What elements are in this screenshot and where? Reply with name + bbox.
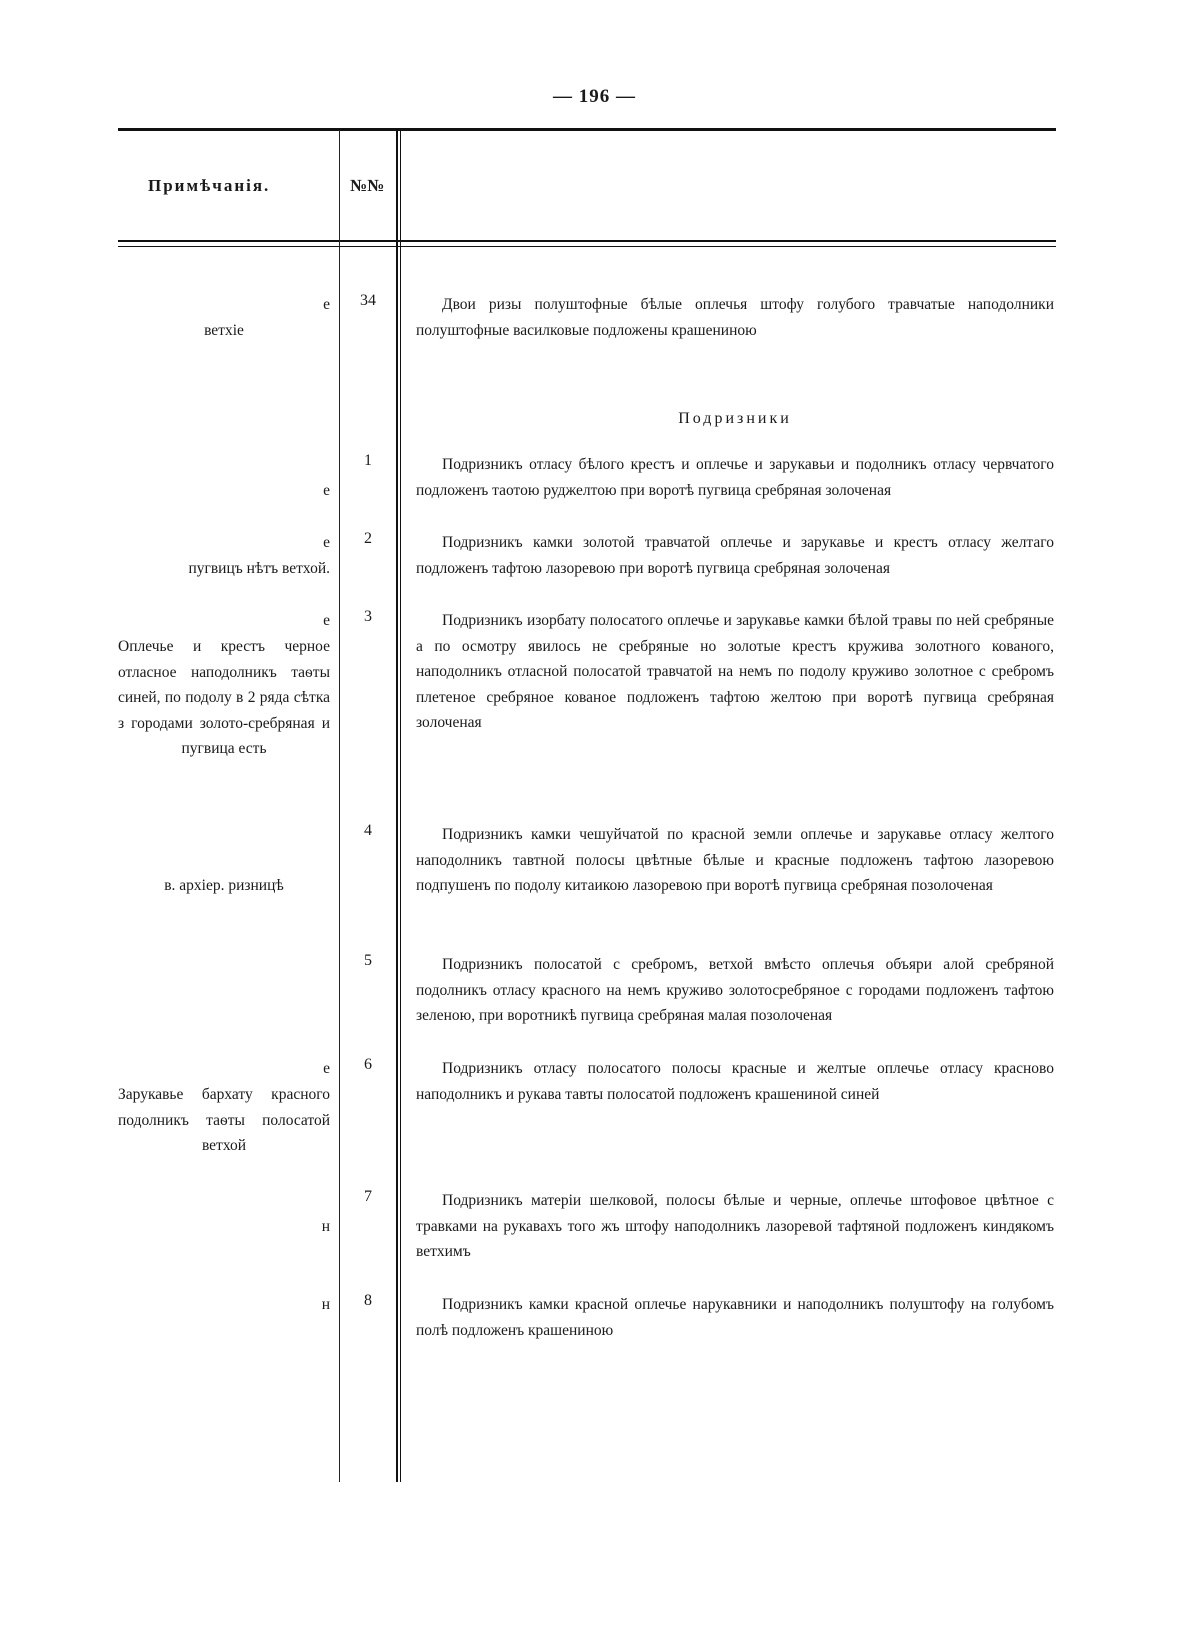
- row-mark: е: [323, 482, 330, 499]
- row-note: Зарукавье бархату красного подолникъ таѳты полосатой ветхой: [118, 1086, 330, 1154]
- row-mark: н: [321, 1296, 330, 1313]
- row-entry: Подризникъ отласу бѣлого крестъ и оплечье и зарукавьи и подолникъ отласу червчатого подложенъ таотою руджелтою при воротѣ пугвица сребряная золоченая: [416, 456, 1054, 499]
- header-rule: [118, 240, 1056, 242]
- row-number: 34: [360, 292, 376, 309]
- row-entry: Подризникъ изорбату полосатого оплечье и зарукавье камки бѣлой травы по ней сребряные а по осмотру явилось не сребряные но золотые крестъ кружива золотного кованого, наподолникъ отласной полосатой травчатой на немъ по подолу круживо золотное с сребромъ плетеное сребряное кованое подложенъ тафтою желтою при воротѣ пугвица сребряная золоченая: [416, 612, 1054, 731]
- row-mark: е: [323, 1060, 330, 1077]
- row-entry: Подризникъ камки чешуйчатой по красной земли оплечье и зарукавье отласу желтого наподолникъ тавтной полосы цвѣтные бѣлые и красные подложенъ тафтою лазоревою подпушенъ по подолу китаикою лазоревою при воротѣ пугвица сребряная позолоченая: [416, 826, 1054, 894]
- section-title: Подризники: [678, 410, 792, 427]
- row-mark: е: [323, 534, 330, 551]
- row-number: 4: [364, 822, 372, 839]
- row-entry: Подризникъ отласу полосатого полосы красные и желтые оплечье отласу красново наподолникъ и рукава тавты полосатой подложенъ крашениной синей: [416, 1060, 1054, 1103]
- row-entry: Подризникъ матеріи шелковой, полосы бѣлые и черные, оплечье штофовое цвѣтное с травками на рукавахъ того жъ штофу наподолникъ лазоревой тафтяной подложенъ киндякомъ ветхимъ: [416, 1192, 1054, 1260]
- row-number: 5: [364, 952, 372, 969]
- notes-column-header: Примѣчанія.: [148, 176, 271, 195]
- column-divider-numbers: [396, 130, 398, 1482]
- top-rule: [118, 128, 1056, 131]
- row-note: ветхіе: [204, 322, 244, 339]
- column-divider-numbers-inner: [400, 130, 401, 1482]
- row-number: 6: [364, 1056, 372, 1073]
- row-mark: е: [323, 296, 330, 313]
- row-number: 8: [364, 1292, 372, 1309]
- row-note: пугвицъ нѣтъ ветхой.: [188, 560, 330, 577]
- row-note: Оплечье и крестъ черное отласное наподолникъ таѳты синей, по подолу в 2 ряда сѣтка з городами золото-сребряная и пугвица есть: [118, 638, 330, 757]
- row-number: 1: [364, 452, 372, 469]
- row-note: в. архіер. ризницѣ: [164, 877, 284, 894]
- row-entry: Подризникъ полосатой с сребромъ, ветхой вмѣсто оплечья объяри алой сребряной подолникъ отласу красного на немъ круживо золотосребряное с городами подложенъ тафтою зеленою, при воротникѣ пугвица сребряная малая позолоченая: [416, 956, 1054, 1024]
- numbers-column-header: №№: [350, 176, 385, 195]
- column-divider-notes: [339, 130, 340, 1482]
- row-entry: Подризникъ камки красной оплечье нарукавники и наподолникъ полуштофу на голубомъ полѣ подложенъ крашениною: [416, 1296, 1054, 1339]
- row-number: 3: [364, 608, 372, 625]
- row-entry: Подризникъ камки золотой травчатой оплечье и зарукавье и крестъ отласу желтаго подложенъ тафтою лазоревою при воротѣ пугвица сребряная золоченая: [416, 534, 1054, 577]
- row-entry: Двои ризы полуштофные бѣлые оплечья штофу голубого травчатые наподолники полуштофные василковые подложены крашениною: [416, 296, 1054, 339]
- page-number: — 196 —: [553, 86, 636, 107]
- row-mark: н: [321, 1218, 330, 1235]
- row-mark: е: [323, 612, 330, 629]
- row-number: 2: [364, 530, 372, 547]
- header-rule-thin: [118, 246, 1056, 247]
- row-number: 7: [364, 1188, 372, 1205]
